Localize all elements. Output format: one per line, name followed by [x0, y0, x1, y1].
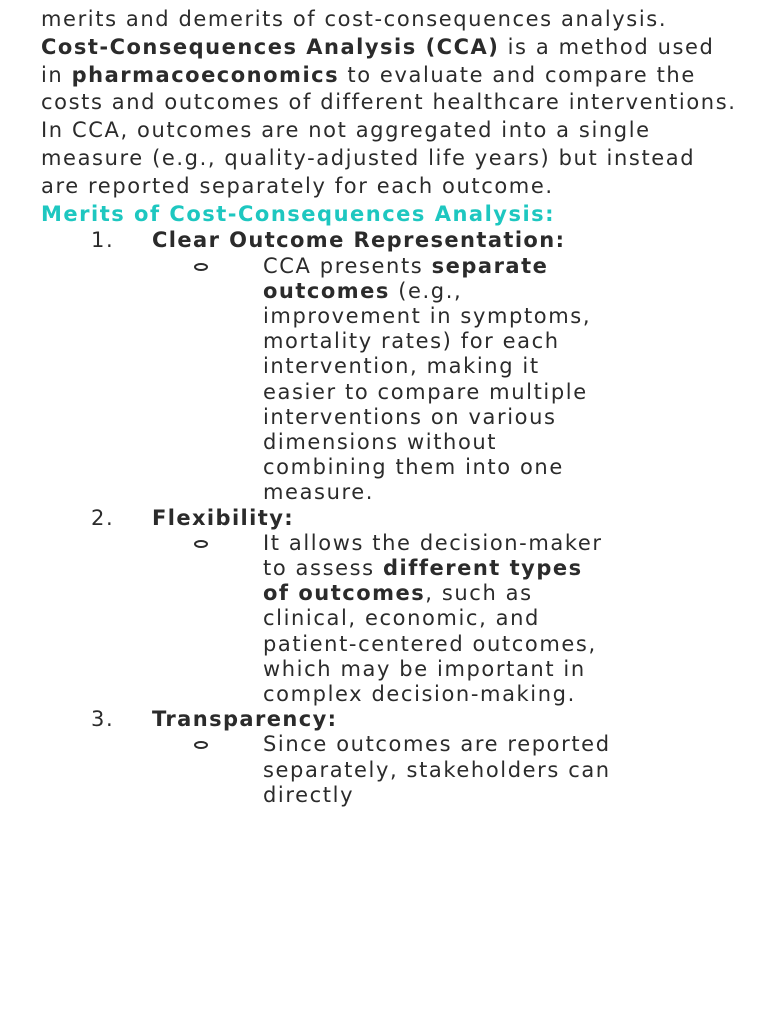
definition-paragraph [41, 34, 741, 201]
merit-points [152, 531, 741, 707]
merit-point [152, 732, 613, 808]
point-text-bold: different types of outcomes [263, 556, 583, 606]
merit-title: Flexibility: [152, 505, 295, 530]
merit-item-2 [41, 506, 741, 708]
merit-number: 3. [91, 707, 115, 732]
hollow-circle-bullet-icon [194, 741, 208, 749]
merit-item-3 [41, 707, 741, 808]
point-text-post: (e.g., improvement in symptoms, mortality rates) for each intervention, making it easier to compare multiple interventions on various dimensions without combining them into one measure. [263, 278, 592, 505]
point-text-pre: It allows the decision-maker to assess [263, 530, 603, 581]
merit-number: 2. [91, 505, 115, 530]
merit-point [152, 531, 613, 707]
merit-points [152, 254, 741, 506]
hollow-circle-bullet-icon [194, 263, 208, 271]
definition-term: Cost-Consequences Analysis (CCA) [41, 34, 500, 59]
intro-fragment: merits and demerits of cost-consequences analysis. [41, 7, 668, 31]
definition-text-2: to evaluate and compare the costs and outcomes of different healthcare interventions. In CCA, outcomes are not aggregated into a single measure (e.g., quality-adjusted life years) but instead are reported separately for each outcome. [41, 62, 737, 198]
document-body [41, 6, 741, 808]
hollow-circle-bullet-icon [194, 540, 208, 548]
point-text-bold: separate outcomes [263, 253, 549, 303]
merit-points [152, 732, 741, 808]
merit-point [152, 254, 613, 506]
definition-text-1: is a method used in [41, 34, 715, 87]
point-text-post: , such as clinical, economic, and patient-centered outcomes, which may be important in complex decision-making. [263, 581, 597, 707]
merit-title: Transparency: [152, 707, 338, 732]
definition-bold-term: pharmacoeconomics [71, 62, 340, 87]
point-text-pre: CCA presents [263, 253, 432, 278]
merit-title: Clear Outcome Representation: [152, 228, 566, 253]
merits-heading: Merits of Cost-Consequences Analysis: [41, 201, 556, 226]
merit-item-1 [41, 228, 741, 505]
point-text-pre: Since outcomes are reported separately, stakeholders can directly [263, 732, 611, 807]
merits-list [41, 228, 741, 808]
merit-number: 1. [91, 228, 115, 253]
